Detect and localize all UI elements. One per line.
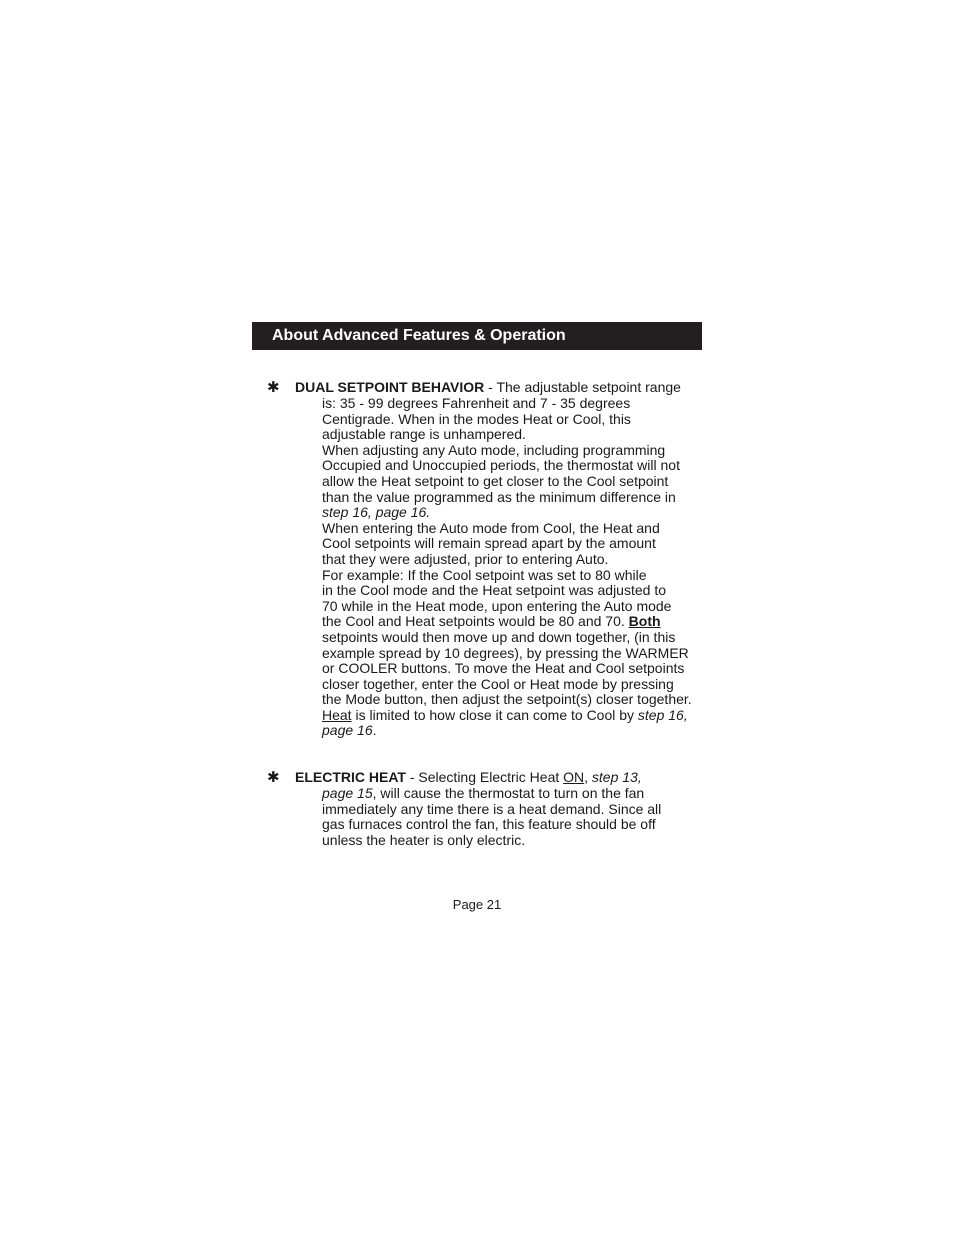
text-line: setpoints would then move up and down together, (in this — [322, 628, 676, 645]
page-reference-line — [322, 786, 661, 802]
dual-setpoint-heading — [295, 380, 681, 396]
text-line: Centigrade. When in the modes Heat or Cool, this — [322, 410, 631, 427]
text-line: unless the heater is only electric. — [322, 831, 526, 848]
text-fragment: , — [584, 769, 592, 785]
on-underlined: ON — [563, 769, 585, 785]
electric-heat-heading — [295, 770, 642, 786]
text-line: 70 while in the Heat mode, upon entering the Auto mode — [322, 597, 672, 614]
dual-setpoint-title: DUAL SETPOINT BEHAVIOR — [295, 379, 485, 395]
text-fragment: - Selecting Electric Heat — [405, 769, 564, 785]
page-reference: page 16 — [322, 722, 373, 739]
text-fragment: . — [372, 722, 377, 739]
text-fragment: the Cool and Heat setpoints would be 80 and 70. — [322, 613, 629, 630]
page-reference: page 15 — [322, 785, 373, 801]
step-reference: step 13, — [591, 769, 642, 785]
text-line: When entering the Auto mode from Cool, the Heat and — [322, 519, 660, 536]
text-line: than the value programmed as the minimum difference in — [322, 488, 676, 505]
electric-heat-body — [322, 786, 661, 848]
dual-setpoint-body — [322, 396, 692, 739]
section-header-bar — [252, 322, 702, 350]
step-reference: step 16, — [637, 706, 688, 723]
bullet-asterisk-icon: ✱ — [267, 769, 280, 786]
page-reference-line — [322, 723, 692, 739]
text-fragment: is limited to how close it can come to Cool by — [351, 706, 638, 723]
both-emphasis: Both — [628, 613, 661, 630]
text-line: gas furnaces control the fan, this feature should be off — [322, 816, 656, 833]
text-line: that they were adjusted, prior to entering Auto. — [322, 550, 609, 567]
text-line: Cool setpoints will remain spread apart by the amount — [322, 535, 656, 552]
text-line: allow the Heat setpoint to get closer to the Cool setpoint — [322, 472, 669, 489]
electric-heat-title: ELECTRIC HEAT — [295, 769, 406, 785]
dual-setpoint-intro: - The adjustable setpoint range — [484, 379, 681, 395]
text-fragment: , will cause the thermostat to turn on the fan — [372, 785, 645, 801]
text-line: For example: If the Cool setpoint was set to 80 while — [322, 566, 647, 583]
section-title: About Advanced Features & Operation — [272, 327, 566, 344]
heat-limit-line — [322, 708, 692, 724]
both-line — [322, 614, 692, 630]
step-reference: step 16, page 16. — [322, 504, 431, 521]
text-line: is: 35 - 99 degrees Fahrenheit and 7 - 35 degrees — [322, 395, 631, 411]
text-line: or COOLER buttons. To move the Heat and Cool setpoints — [322, 660, 685, 677]
heat-underlined: Heat — [322, 706, 352, 723]
text-line: in the Cool mode and the Heat setpoint was adjusted to — [322, 582, 666, 599]
text-line: adjustable range is unhampered. — [322, 426, 526, 443]
text-line: the Mode button, then adjust the setpoint(s) closer together. — [322, 691, 692, 708]
text-line: immediately any time there is a heat demand. Since all — [322, 800, 662, 817]
page-number: Page 21 — [452, 897, 502, 912]
bullet-asterisk-icon: ✱ — [267, 379, 280, 396]
text-line: When adjusting any Auto mode, including programming — [322, 441, 666, 458]
text-line: Occupied and Unoccupied periods, the thermostat will not — [322, 457, 680, 474]
text-line: example spread by 10 degrees), by pressing the WARMER — [322, 644, 689, 661]
step-reference-text — [322, 505, 692, 521]
text-line: closer together, enter the Cool or Heat mode by pressing — [322, 675, 674, 692]
